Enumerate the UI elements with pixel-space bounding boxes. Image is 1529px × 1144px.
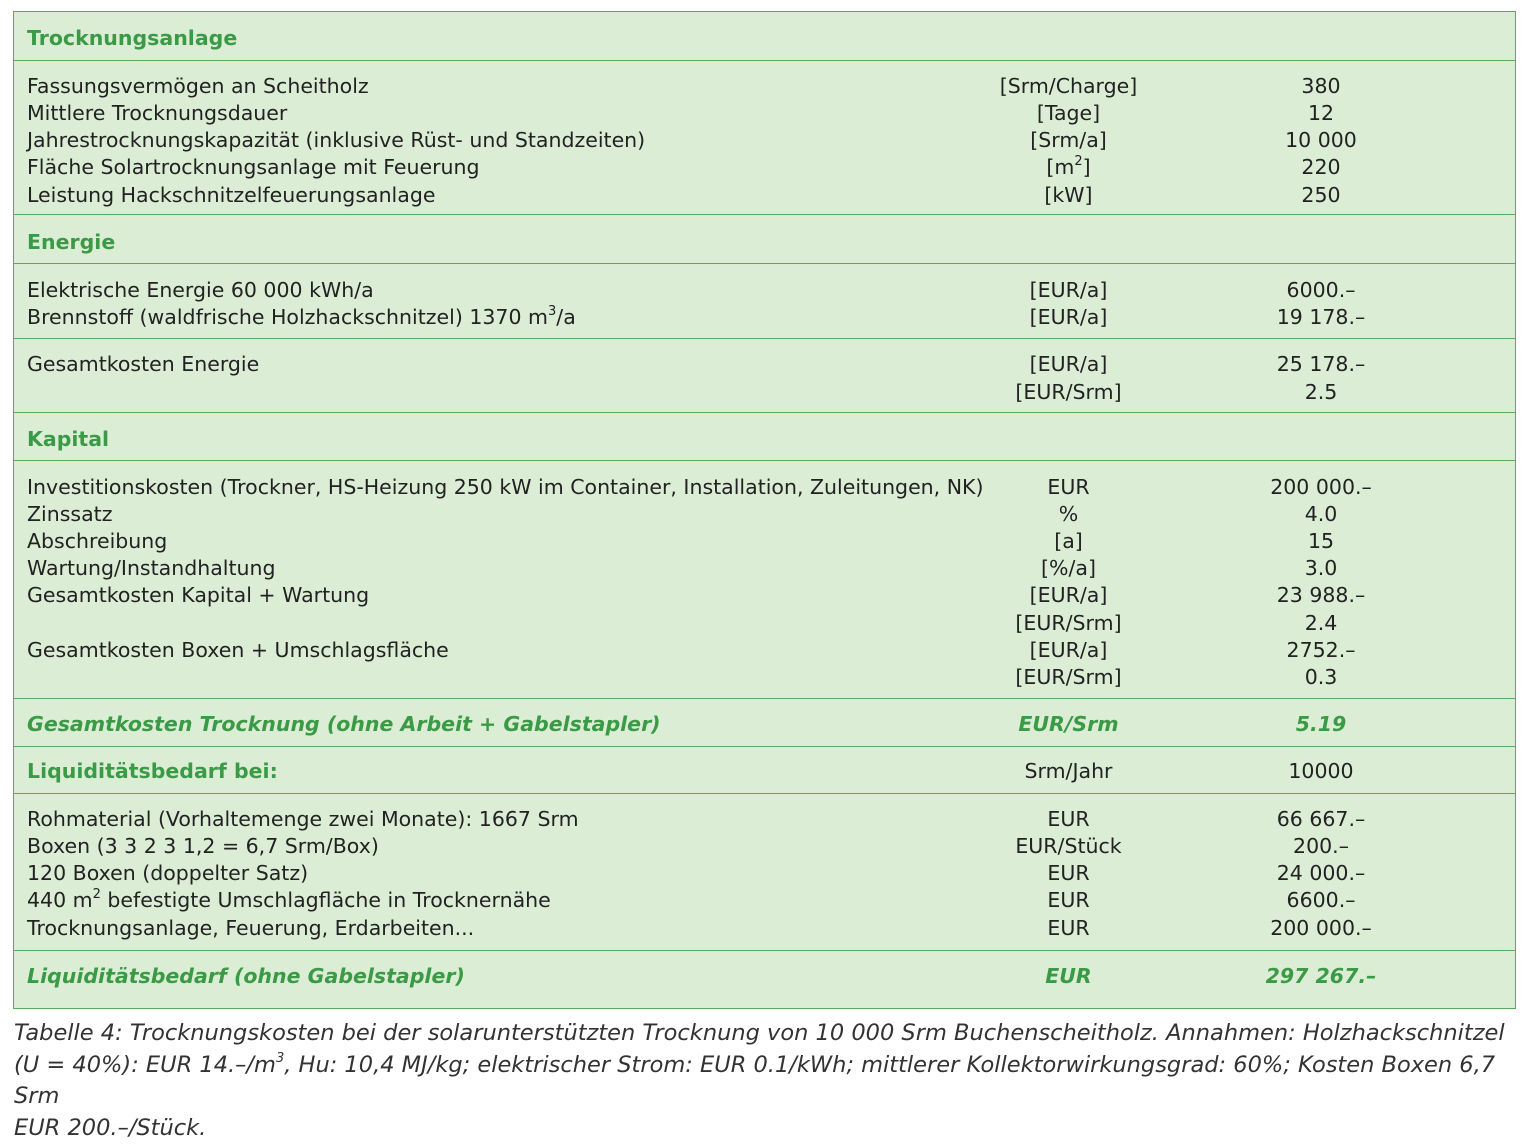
- section-header-trocknungsanlage: Trocknungsanlage: [14, 25, 1515, 52]
- row-unit: %: [932, 501, 1205, 528]
- row-unit: [kW]: [932, 182, 1205, 209]
- row-value: 5.19: [1194, 711, 1448, 738]
- row-label: Mittlere Trocknungsdauer: [27, 100, 287, 127]
- section-header-energie: Energie: [14, 229, 1515, 256]
- row-unit: EUR: [932, 806, 1205, 833]
- row-label: Gesamtkosten Boxen + Umschlagsfläche: [27, 637, 449, 664]
- row-label: Liquiditätsbedarf (ohne Gabelstapler): [27, 963, 465, 990]
- table-row: [14, 528, 1515, 555]
- row-unit: EUR: [932, 915, 1205, 942]
- row-label: Gesamtkosten Energie: [27, 351, 259, 378]
- row-value: 23 988.–: [1194, 582, 1448, 609]
- row-value: 66 667.–: [1194, 806, 1448, 833]
- row-value: 297 267.–: [1194, 963, 1448, 990]
- row-value: 15: [1194, 528, 1448, 555]
- caption-line: EUR 200.–/Stück.: [14, 1113, 1514, 1144]
- row-unit: EUR/Srm: [932, 711, 1205, 738]
- row-label: Jahrestrocknungskapazität (inklusive Rüst- und Standzeiten): [27, 127, 645, 154]
- row-label: Fassungsvermögen an Scheitholz: [27, 73, 369, 100]
- table-row: [14, 73, 1515, 100]
- row-value: 0.3: [1194, 664, 1448, 691]
- row-value: 3.0: [1194, 555, 1448, 582]
- row-unit: [EUR/a]: [932, 351, 1205, 378]
- row-unit: [%/a]: [932, 555, 1205, 582]
- row-label: Fläche Solartrocknungsanlage mit Feuerung: [27, 154, 480, 181]
- table-row: [14, 582, 1515, 609]
- row-unit: [EUR/Srm]: [932, 379, 1205, 406]
- divider: [14, 60, 1515, 61]
- row-label: Gesamtkosten Kapital + Wartung: [27, 582, 369, 609]
- table-row: [14, 833, 1515, 860]
- section-header-kapital: Kapital: [14, 426, 1515, 453]
- table-row: [14, 351, 1515, 378]
- table-row: [14, 664, 1515, 691]
- row-unit: Srm/Jahr: [932, 758, 1205, 785]
- row-label: Trocknungsanlage, Feuerung, Erdarbeiten...: [27, 915, 474, 942]
- row-value: 19 178.–: [1194, 304, 1448, 331]
- row-value: 380: [1194, 73, 1448, 100]
- row-label: Brennstoff (waldfrische Holzhackschnitzel) 1370 $m^3/a$: [27, 304, 576, 331]
- table-row: [14, 277, 1515, 304]
- row-label: Leistung Hackschnitzelfeuerungsanlage: [27, 182, 435, 209]
- caption-line: (U = 40%): EUR $14.-/m^3$, Hu: 10,4 MJ/kg; elektrischer Strom: EUR 0.1/kWh; mittlerer Kollektorwirkungsgrad: 60%; Kosten Boxen 6,7 Srm: [14, 1050, 1514, 1113]
- cost-table: [13, 11, 1516, 1009]
- divider: [14, 338, 1515, 339]
- section-header-liquiditaet: Liquiditätsbedarf bei: Srm/Jahr 10000: [14, 758, 1515, 785]
- row-unit: [Srm/a]: [932, 127, 1205, 154]
- row-value: 6600.–: [1194, 887, 1448, 914]
- table-row: [14, 127, 1515, 154]
- row-label: Wartung/Instandhaltung: [27, 555, 276, 582]
- row-unit: [EUR/a]: [932, 582, 1205, 609]
- row-value: 24 000.–: [1194, 860, 1448, 887]
- row-unit: EUR: [932, 887, 1205, 914]
- table-row: [14, 304, 1515, 331]
- row-value: 25 178.–: [1194, 351, 1448, 378]
- row-label: 440 $m^2$ befestigte Umschlagfläche in Trocknernähe: [27, 887, 551, 914]
- row-unit: $[m^2]$: [932, 154, 1205, 181]
- divider: [14, 460, 1515, 461]
- row-unit: [EUR/a]: [932, 304, 1205, 331]
- table-row: [14, 637, 1515, 664]
- row-unit: EUR/Stück: [932, 833, 1205, 860]
- table-row: [14, 501, 1515, 528]
- row-unit: EUR: [932, 860, 1205, 887]
- divider: [14, 412, 1515, 413]
- divider: [14, 746, 1515, 747]
- row-value: 4.0: [1194, 501, 1448, 528]
- row-label: Boxen (3 3 2 3 1,2 = 6,7 Srm/Box): [27, 833, 379, 860]
- row-value: 2.4: [1194, 610, 1448, 637]
- row-unit: [a]: [932, 528, 1205, 555]
- caption-line: Tabelle 4: Trocknungskosten bei der solarunterstützten Trocknung von 10 000 Srm Buchenscheitholz. Annahmen: Holzhackschnitzel: [14, 1018, 1514, 1050]
- row-value: 10000: [1194, 758, 1448, 785]
- row-unit: [EUR/a]: [932, 277, 1205, 304]
- table-row: [14, 379, 1515, 406]
- row-label: Investitionskosten (Trockner, HS-Heizung 250 kW im Container, Installation, Zuleitungen, NK): [27, 474, 983, 501]
- row-value: 12: [1194, 100, 1448, 127]
- row-unit: [Srm/Charge]: [932, 73, 1205, 100]
- total-row-liquiditaet: [14, 963, 1515, 990]
- divider: [14, 950, 1515, 951]
- row-value: 220: [1194, 154, 1448, 181]
- row-value: 200 000.–: [1194, 474, 1448, 501]
- row-unit: [EUR/Srm]: [932, 664, 1205, 691]
- row-label: Rohmaterial (Vorhaltemenge zwei Monate): 1667 Srm: [27, 806, 579, 833]
- table-row: [14, 182, 1515, 209]
- table-row: [14, 555, 1515, 582]
- table-row: [14, 100, 1515, 127]
- table-row: [14, 806, 1515, 833]
- row-unit: EUR: [932, 963, 1205, 990]
- row-unit: [EUR/Srm]: [932, 610, 1205, 637]
- divider: [14, 214, 1515, 215]
- table-row: [14, 154, 1515, 181]
- row-unit: [Tage]: [932, 100, 1205, 127]
- row-value: 200.–: [1194, 833, 1448, 860]
- table-row: [14, 915, 1515, 942]
- row-value: 2.5: [1194, 379, 1448, 406]
- row-unit: EUR: [932, 474, 1205, 501]
- divider: [14, 793, 1515, 794]
- row-label: 120 Boxen (doppelter Satz): [27, 860, 308, 887]
- row-value: 6000.–: [1194, 277, 1448, 304]
- table-row: [14, 887, 1515, 914]
- row-value: 250: [1194, 182, 1448, 209]
- table-row: [14, 860, 1515, 887]
- row-value: 200 000.–: [1194, 915, 1448, 942]
- row-label: Elektrische Energie 60 000 kWh/a: [27, 277, 374, 304]
- row-value: 2752.–: [1194, 637, 1448, 664]
- row-value: 10 000: [1194, 127, 1448, 154]
- row-label: Zinssatz: [27, 501, 112, 528]
- total-row-trocknung: [14, 711, 1515, 738]
- divider: [14, 263, 1515, 264]
- divider: [14, 698, 1515, 699]
- row-label: Abschreibung: [27, 528, 167, 555]
- table-caption: [14, 1018, 1514, 1144]
- row-label: Gesamtkosten Trocknung (ohne Arbeit + Gabelstapler): [27, 711, 661, 738]
- row-unit: [EUR/a]: [932, 637, 1205, 664]
- table-row: [14, 474, 1515, 501]
- table-row: [14, 610, 1515, 637]
